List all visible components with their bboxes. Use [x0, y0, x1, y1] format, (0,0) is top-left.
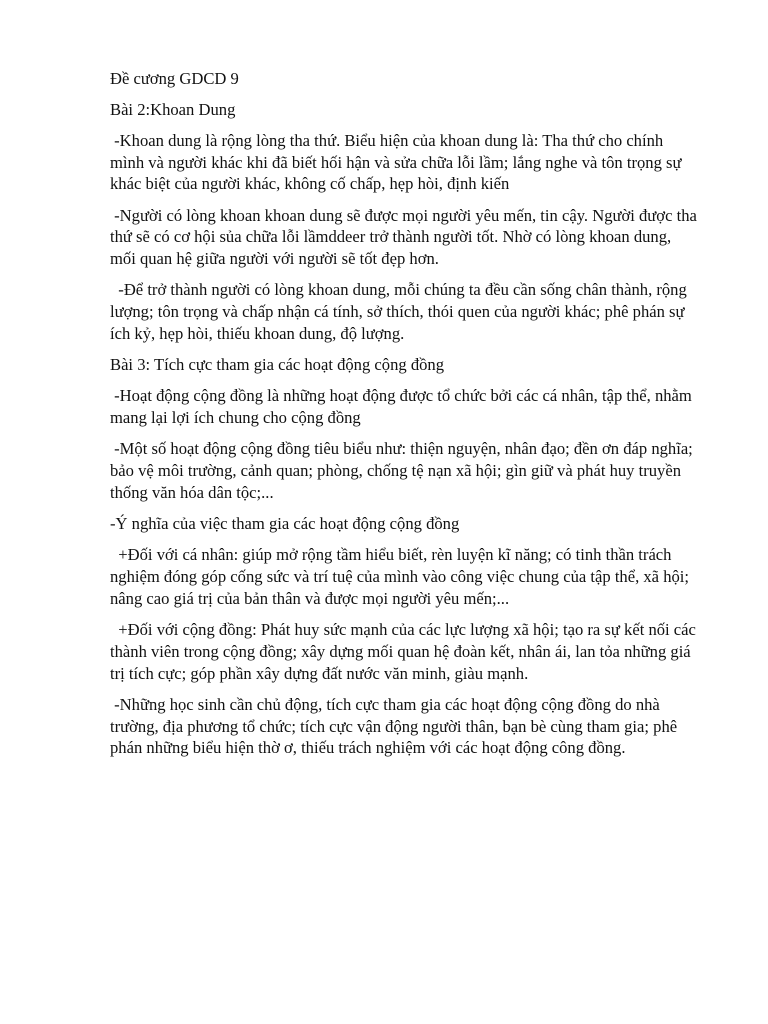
- lesson-3-heading: Bài 3: Tích cực tham gia các hoạt động cộng đồng: [110, 355, 445, 375]
- lesson-2-heading: Bài 2:Khoan Dung: [110, 99, 236, 119]
- lesson-3-paragraph-meaning-heading: -Ý nghĩa của việc tham gia các hoạt động cộng đồng: [110, 514, 460, 534]
- lesson-2-paragraph-benefits: -Người có lòng khoan khoan dung sẽ được mọi người yêu mến, tin cậy. Người được tha thứ sẽ có cơ hội sủa chữa lỗi lầmddeer trở thành người tốt. Nhờ có lòng khoan dung, mối quan hệ giữa người với người sẽ tốt đẹp hơn.: [110, 205, 702, 269]
- lesson-3-paragraph-definition: -Hoạt động cộng đồng là những hoạt động được tổ chức bởi các cá nhân, tập thể, nhằm mang lại lợi ích chung cho cộng đồng: [110, 386, 696, 428]
- lesson-2-paragraph-how-to: -Để trở thành người có lòng khoan dung, mỗi chúng ta đều cần sống chân thành, rộng lượng; tôn trọng và chấp nhận cá tính, sở thích, thói quen của người khác; phê phán sự ích kỷ, hẹp hòi, thiếu khoan dung, độ lượng.: [110, 280, 691, 343]
- lesson-3-paragraph-community: +Đối với cộng đồng: Phát huy sức mạnh của các lực lượng xã hội; tạo ra sự kết nối các thành viên trong cộng đồng; xây dựng mối quan hệ đoàn kết, nhân ái, lan tỏa những giá trị tích cực; góp phần xây dựng đất nước văn minh, giàu mạnh.: [110, 620, 701, 683]
- lesson-2-paragraph-definition: -Khoan dung là rộng lòng tha thứ. Biểu hiện của khoan dung là: Tha thứ cho chính mình và người khác khi đã biết hối hận và sửa chữa lỗi lầm; lắng nghe và tôn trọng sự khác biệt của người khác, không cố chấp, hẹp hòi, định kiến: [110, 130, 686, 194]
- lesson-3-paragraph-examples: -Một số hoạt động cộng đồng tiêu biểu như: thiện nguyện, nhân đạo; đền ơn đáp nghĩa; bảo vệ môi trường, cảnh quan; phòng, chống tệ nạn xã hội; gìn giữ và phát huy truyền thống văn hóa dân tộc;...: [110, 439, 697, 502]
- lesson-3-paragraph-students: -Những học sinh cần chủ động, tích cực tham gia các hoạt động cộng đồng do nhà trường, địa phương tổ chức; tích cực vận động người thân, bạn bè cùng tham gia; phê phán những biểu hiện thờ ơ, thiếu trách nghiệm với các hoạt động công đồng.: [110, 694, 682, 758]
- document-title: Đề cương GDCD 9: [110, 69, 239, 88]
- lesson-3-paragraph-individual: +Đối với cá nhân: giúp mở rộng tầm hiểu biết, rèn luyện kĩ năng; có tinh thần trách nghiệm đóng góp cống sức và trí tuệ của mình vào công việc chung của tập thể, xã hội; nâng cao giá trị của bản thân và được mọi người yêu mến;...: [110, 545, 694, 608]
